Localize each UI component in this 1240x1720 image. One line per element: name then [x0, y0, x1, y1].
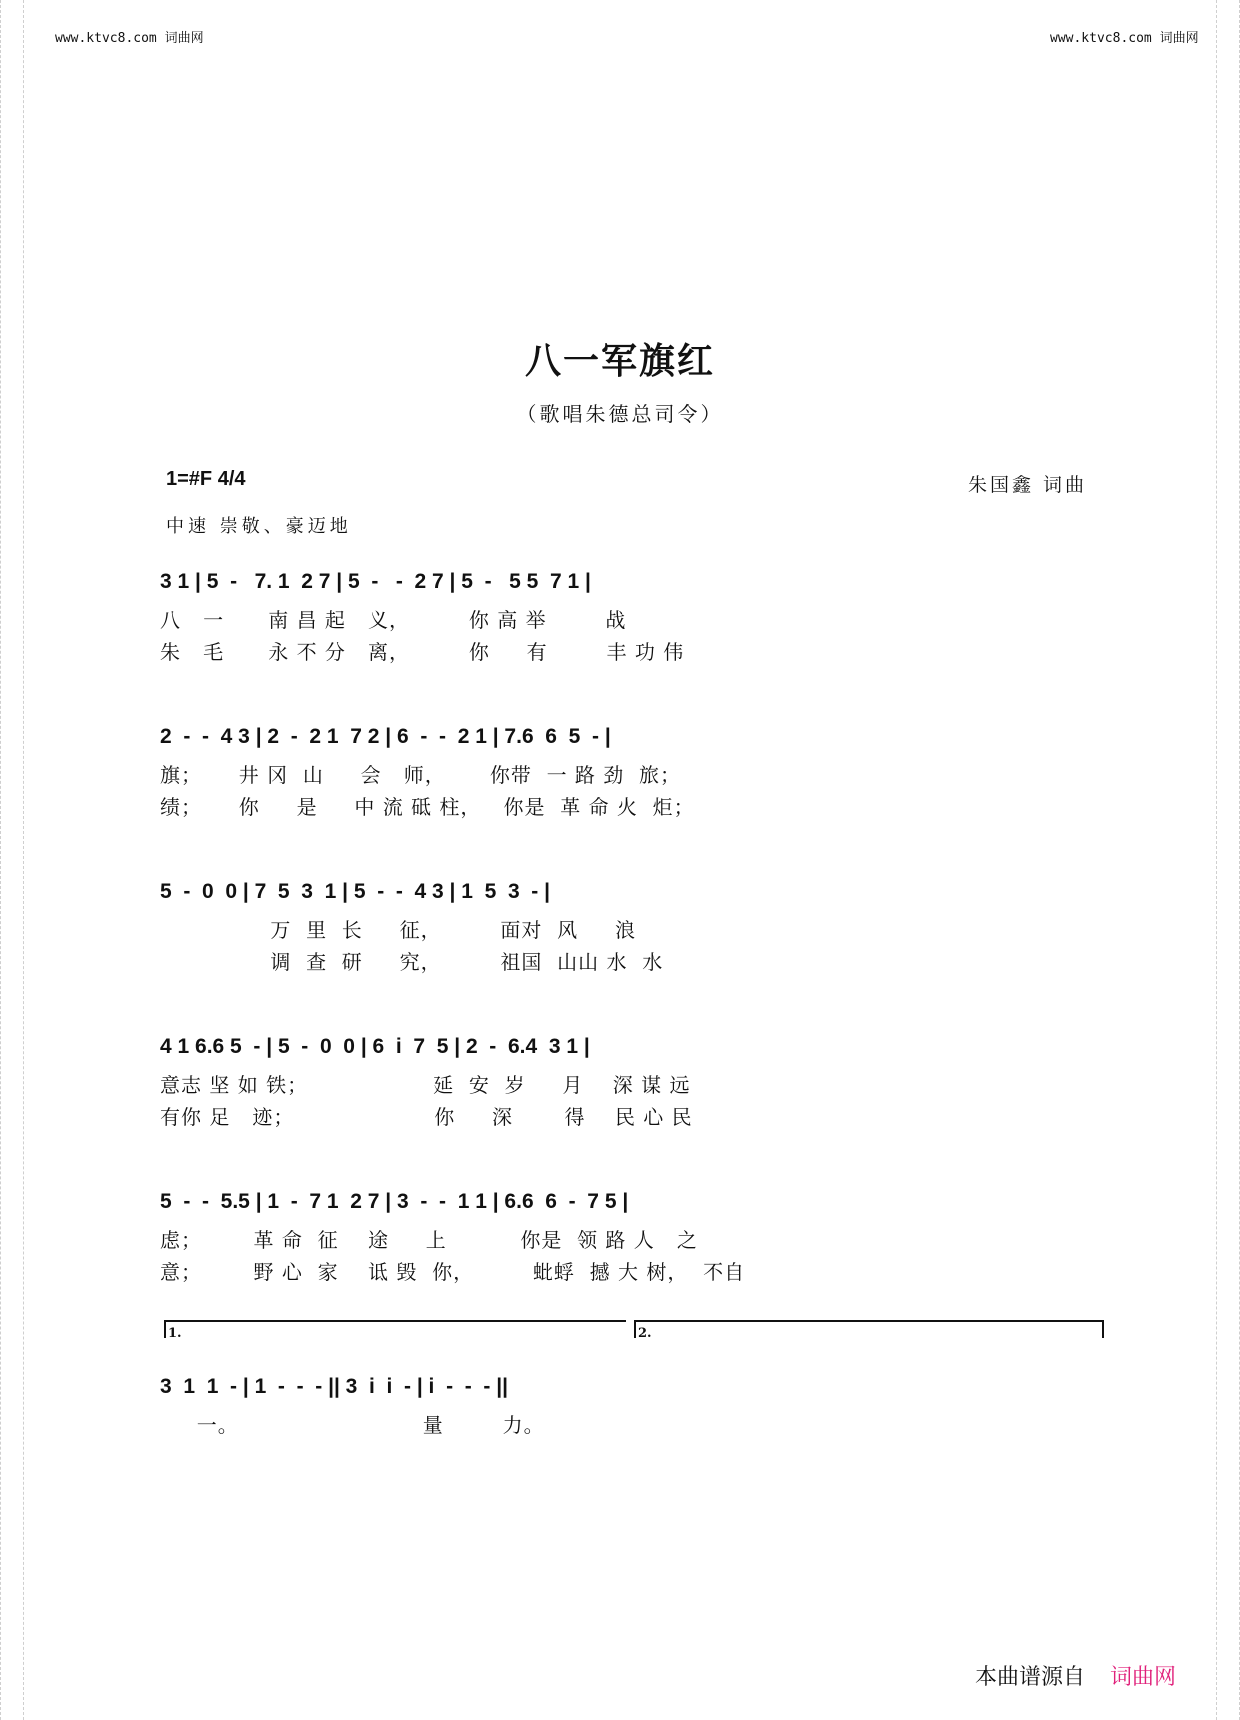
key-signature: 1=#F 4/4 — [166, 468, 246, 490]
right-margin-strip — [1216, 0, 1240, 1720]
left-margin-strip — [0, 0, 24, 1720]
footer-source-label: 本曲谱源自 — [975, 1665, 1086, 1690]
staff-notes: 5 - - 5.5 | 1 - 7 1 2 7 | 3 - - 1 1 | 6.6 6 - 7 5 | — [160, 1190, 629, 1213]
staff-notes: 2 - - 4 3 | 2 - 2 1 7 2 | 6 - - 2 1 | 7.6 6 5 - | — [160, 725, 611, 748]
lyric-verse-1: 万 里 长 征， 面对 风 浪 — [160, 918, 636, 942]
footer-brand-link[interactable]: 词曲网 — [1110, 1665, 1177, 1690]
lyric-verse-2: 意； 野 心 家 诋 毁 你， 蚍蜉 撼 大 树， 不自 — [160, 1260, 746, 1284]
lyric-verse-2: 绩； 你 是 中 流 砥 柱， 你是 革 命 火 炬； — [160, 795, 695, 819]
lyric-verse-2: 有你 足 迹； 你 深 得 民 心 民 — [160, 1105, 693, 1129]
watermark-right: www.ktvc8.com 词曲网 — [1050, 31, 1199, 46]
volta-second — [634, 1320, 1104, 1341]
lyric-verse-2: 朱 毛 永 不 分 离， 你 有 丰 功 伟 — [160, 640, 685, 664]
volta-first — [164, 1320, 626, 1341]
lyric-verse-1: 一。 量 力。 — [160, 1413, 545, 1437]
lyric-verse-1: 旗； 井 冈 山 会 师， 你带 一 路 劲 旅； — [160, 763, 682, 787]
staff-notes: 3 1 1 - | 1 - - - || 3 i i - | i - - - || — [160, 1375, 508, 1398]
volta-first-label: 1. — [168, 1326, 182, 1341]
tempo-marking: 中速 崇敬、豪迈地 — [166, 516, 352, 537]
song-subtitle: （歌唱朱德总司令） — [516, 402, 724, 426]
lyric-verse-1: 八 一 南 昌 起 义， 你 高 举 战 — [160, 608, 627, 632]
volta-second-label: 2. — [638, 1326, 652, 1341]
lyric-verse-1: 意志 坚 如 铁； 延 安 岁 月 深 谋 远 — [160, 1073, 691, 1097]
author-credit: 朱国鑫 词曲 — [968, 474, 1088, 496]
lyric-verse-2: 调 查 研 究， 祖国 山山 水 水 — [160, 950, 664, 974]
staff-notes: 3 1 | 5 - 7. 1 2 7 | 5 - - 2 7 | 5 - 5 5 7 1 | — [160, 570, 591, 593]
song-title: 八一军旗红 — [524, 340, 715, 382]
lyric-verse-1: 虑； 革 命 征 途 上 你是 领 路 人 之 — [160, 1228, 698, 1252]
watermark-left: www.ktvc8.com 词曲网 — [55, 31, 204, 46]
staff-notes: 4 1 6.6 5 - | 5 - 0 0 | 6 i 7 5 | 2 - 6.4 3 1 | — [160, 1035, 590, 1058]
staff-notes: 5 - 0 0 | 7 5 3 1 | 5 - - 4 3 | 1 5 3 - | — [160, 880, 551, 903]
